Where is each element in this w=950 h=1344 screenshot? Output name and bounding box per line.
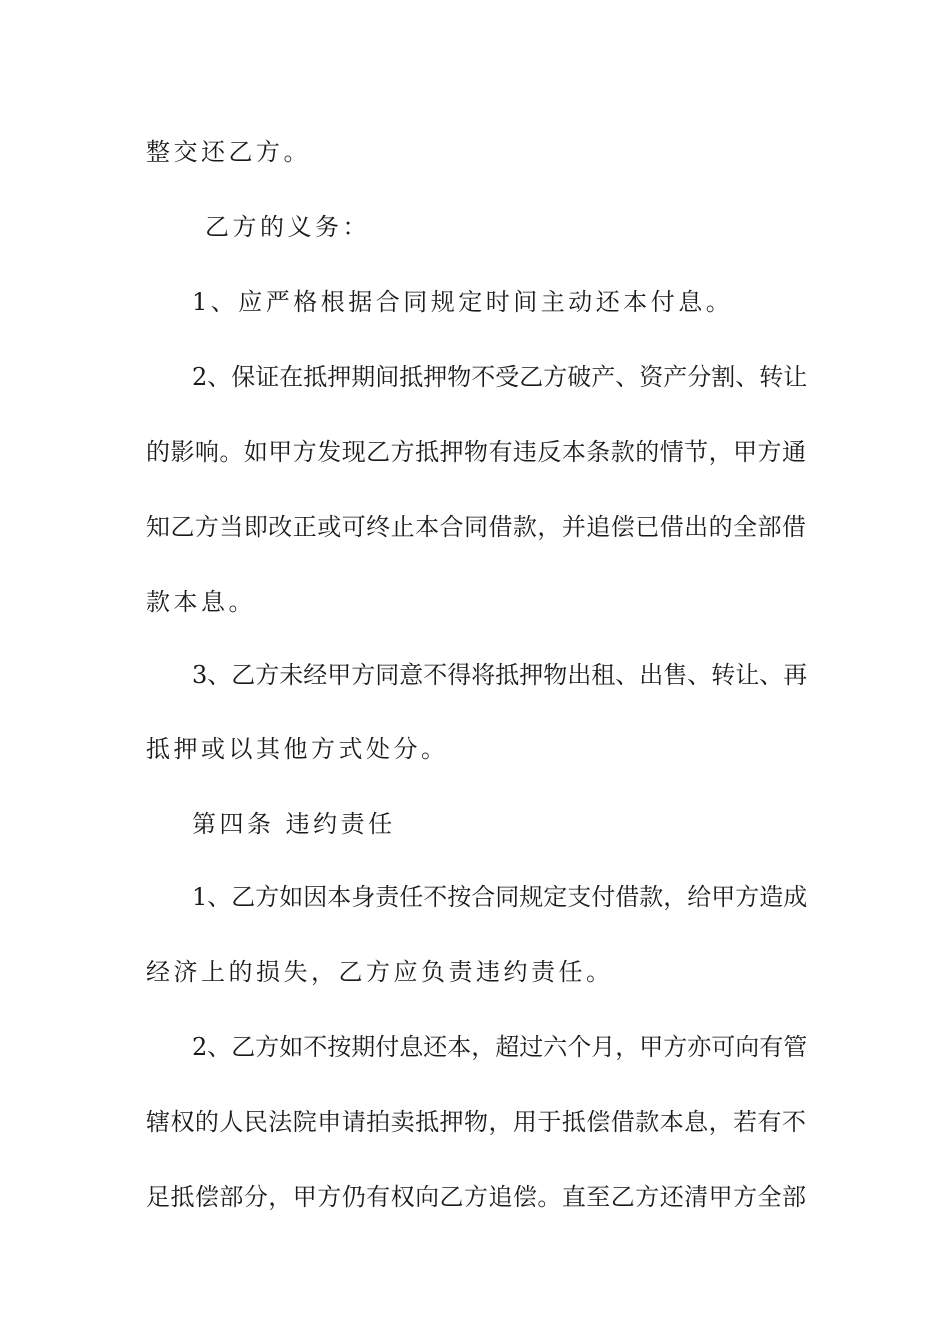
- article-4-heading: 第四条 违约责任: [192, 810, 396, 838]
- section-heading-obligations: 乙方的义务：: [205, 213, 370, 241]
- obligation-item-2-line-3: 知乙方当即改正或可终止本合同借款，并追偿已借出的全部借: [146, 513, 806, 541]
- liability-item-2-line-1: 2、乙方如不按期付息还本，超过六个月，甲方亦可向有管: [192, 1033, 808, 1061]
- liability-item-2-line-3: 足抵偿部分，甲方仍有权向乙方追偿。直至乙方还清甲方全部: [146, 1183, 806, 1211]
- obligation-item-1: 1、应严格根据合同规定时间主动还本付息。: [192, 288, 734, 316]
- liability-item-1-line-2: 经济上的损失，乙方应负责违约责任。: [146, 958, 614, 986]
- obligation-item-2-line-2: 的影响。如甲方发现乙方抵押物有违反本条款的情节，甲方通: [146, 438, 806, 466]
- obligation-item-3-line-2: 抵押或以其他方式处分。: [146, 735, 449, 763]
- obligation-item-2-line-1: 2、保证在抵押期间抵押物不受乙方破产、资产分割、转让: [192, 363, 808, 391]
- obligation-item-2-line-4: 款本息。: [146, 588, 256, 616]
- paragraph-line: 整交还乙方。: [146, 138, 311, 166]
- liability-item-1-line-1: 1、乙方如因本身责任不按合同规定支付借款，给甲方造成: [192, 883, 808, 911]
- liability-item-2-line-2: 辖权的人民法院申请拍卖抵押物，用于抵偿借款本息，若有不: [146, 1108, 806, 1136]
- obligation-item-3-line-1: 3、乙方未经甲方同意不得将抵押物出租、出售、转让、再: [192, 661, 808, 689]
